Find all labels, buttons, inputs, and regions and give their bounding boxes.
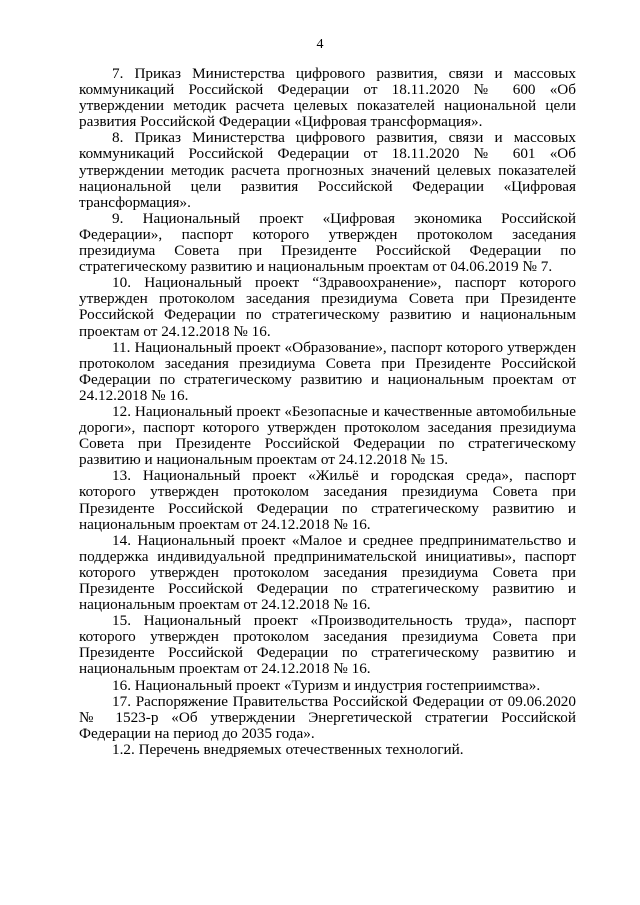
list-item-13: 13. Национальный проект «Жильё и городская среда», паспорт которого утвержден протоколом заседания президиума Совета при Президенте Российской Федерации по стратегическому развитию и национальным проектам от 24.12.2018 № 16.: [79, 467, 576, 533]
list-item-17: 17. Распоряжение Правительства Российской Федерации от 09.06.2020 № 1523-р «Об утверждении Энергетической стратегии Российской Федерации на период до 2035 года».: [79, 692, 576, 742]
list-item-8: 8. Приказ Министерства цифрового развития, связи и массовых коммуникаций Российской Федерации от 18.11.2020 № 601 «Об утверждении методик расчета прогнозных значений целевых показателей национальной цели развития Российской Федерации «Цифровая трансформация».: [79, 129, 576, 211]
list-item-15: 15. Национальный проект «Производительность труда», паспорт которого утвержден протоколом заседания президиума Совета при Президенте Российской Федерации по стратегическому развитию и национальным проектам от 24.12.2018 № 16.: [79, 612, 576, 678]
list-item-9: 9. Национальный проект «Цифровая экономика Российской Федерации», паспорт которого утвержден протоколом заседания президиума Совета при Президенте Российской Федерации по стратегическому развитию и национальным проектам от 04.06.2019 № 7.: [79, 209, 576, 276]
document-body: [79, 66, 576, 758]
list-item-10: 10. Национальный проект “Здравоохранение», паспорт которого утвержден протоколом заседания президиума Совета при Президенте Российской Федерации по стратегическому развитию и национальным проектам от 24.12.2018 № 16.: [79, 274, 576, 340]
list-item-11: 11. Национальный проект «Образование», паспорт которого утвержден протоколом заседания президиума Совета при Президенте Российской Федерации по стратегическому развитию и национальным проектам от 24.12.2018 № 16.: [79, 338, 576, 404]
list-item-16: 16. Национальный проект «Туризм и индустрия гостеприимства».: [112, 676, 541, 694]
list-item-7: 7. Приказ Министерства цифрового развития, связи и массовых коммуникаций Российской Федерации от 18.11.2020 № 600 «Об утверждении методик расчета целевых показателей национальной цели развития Российской Федерации «Цифровая трансформация».: [79, 65, 576, 131]
page-number: 4: [316, 37, 324, 52]
list-item-14: 14. Национальный проект «Малое и среднее предпринимательство и поддержка индивидуальной предпринимательской инициативы», паспорт которого утвержден протоколом заседания президиума Совета при Президенте Российской Федерации по стратегическому развитию и национальным проектам от 24.12.2018 № 16.: [79, 531, 576, 614]
list-item-12: 12. Национальный проект «Безопасные и качественные автомобильные дороги», паспорт которого утвержден протоколом заседания президиума Совета при Президенте Российской Федерации по стратегическому развитию и национальным проектам от 24.12.2018 № 15.: [79, 402, 576, 469]
section-heading-1-2: 1.2. Перечень внедряемых отечественных технологий.: [112, 740, 464, 758]
